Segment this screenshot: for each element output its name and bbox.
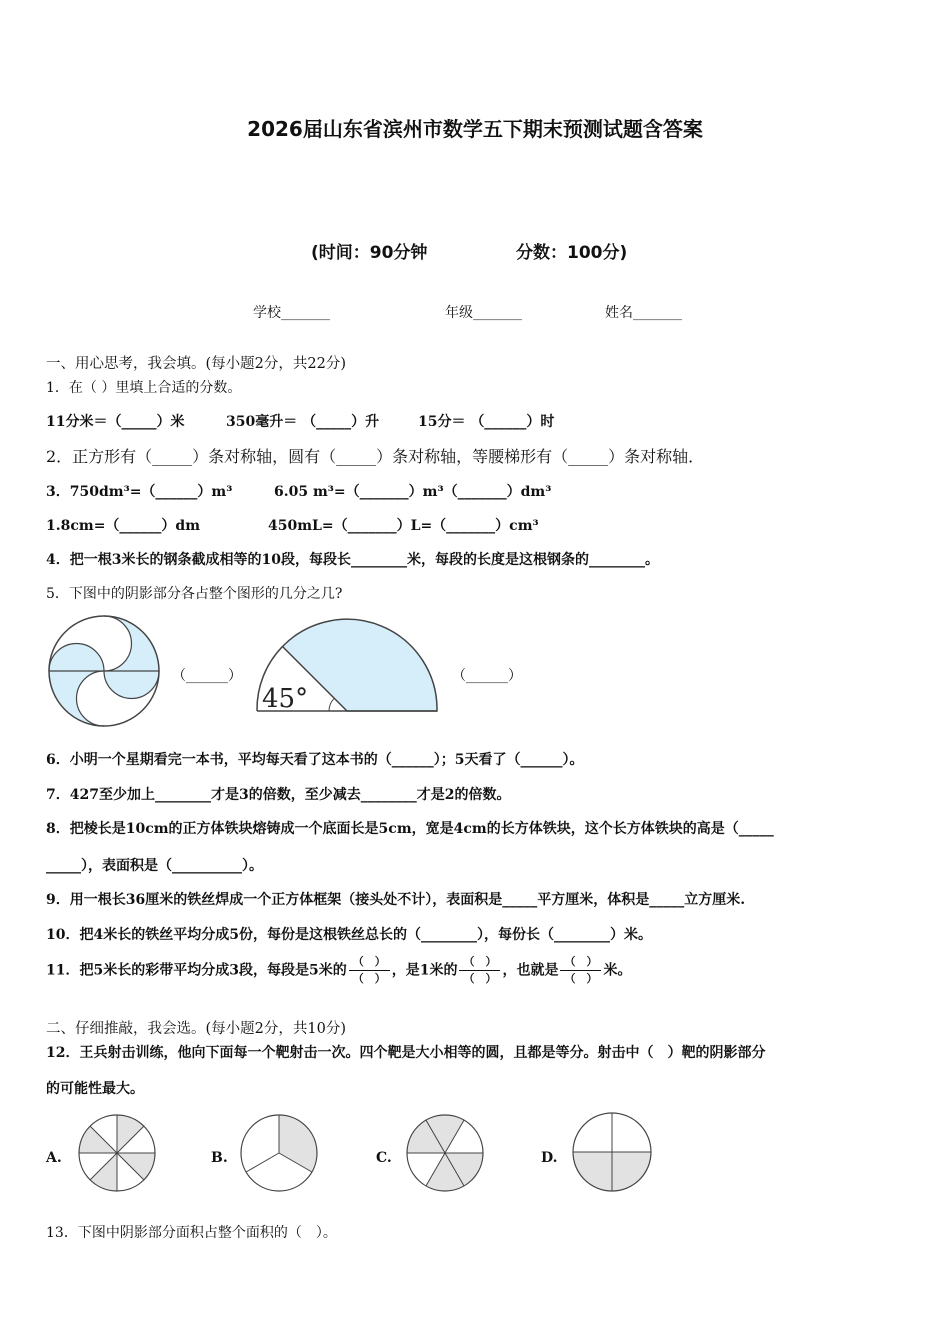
fraction-numerator: （ ） [459,954,500,971]
question-2: 2．正方形有（_____）条对称轴，圆有（_____）条对称轴，等腰梯形有（_____）条对称轴． [46,447,705,466]
section-2-heading: 二、仔细推敲，我会选。(每小题2分，共10分) [46,1021,346,1037]
fraction-numerator: （ ） [349,954,390,971]
question-5-blank-2[interactable]: （______） [452,668,522,684]
option-b-label[interactable]: B. [211,1150,228,1166]
question-11-text-1: 11．把5米长的彩带平均分成3段，每段是5米的 [46,962,347,979]
yin-yang-figure [48,615,160,727]
question-4: 4．把一根3米长的钢条截成相等的10段，每段长________米，每段的长度是这根钢条的________。 [46,552,659,568]
question-10: 10．把4米长的铁丝平均分成5份，每份是这根铁丝总长的（________），每份长（________）米。 [46,927,652,943]
section-1-heading: 一、用心思考，我会填。(每小题2分，共22分) [46,356,346,372]
question-11-text-2: ，是1米的 [391,962,458,979]
target-b[interactable] [240,1114,318,1192]
question-3-part-a: 3．750dm³=（______）m³ [46,484,233,500]
question-11-text-4: 米。 [603,962,632,979]
question-3-part-b: 6.05 m³=（_______）m³（_______）dm³ [274,484,552,500]
fraction-denominator: （ ） [564,972,598,985]
question-11 [46,954,631,987]
exam-score: 分数：100分) [516,243,628,263]
school-field[interactable]: 学校_______ [253,305,330,321]
option-d-label[interactable]: D. [541,1150,558,1166]
target-d[interactable] [572,1112,652,1192]
question-11-text-3: ，也就是 [502,962,559,979]
question-12-line-2: 的可能性最大。 [46,1081,144,1097]
question-5-blank-1[interactable]: （______） [172,668,242,684]
question-1-part-a: 11分米＝（_____）米 [46,414,185,430]
option-c-label[interactable]: C. [376,1150,392,1166]
question-1-part-c: 15分＝ （______）时 [418,414,555,430]
fraction-denominator: （ ） [352,972,386,985]
fraction-blank-1[interactable] [349,954,390,987]
target-c[interactable] [406,1114,484,1192]
question-7: 7．427至少加上________才是3的倍数，至少减去________才是2的倍数。 [46,787,511,803]
question-1: 1．在（ ）里填上合适的分数。 [46,380,242,396]
fraction-numerator: （ ） [560,954,601,971]
question-8-line-1: 8．把棱长是10cm的正方体铁块熔铸成一个底面长是5cm，宽是4cm的长方体铁块，这个长方体铁块的高是（_____ [46,821,774,837]
target-a[interactable] [78,1114,156,1192]
question-6: 6．小明一个星期看完一本书，平均每天看了这本书的（______）；5天看了（______）。 [46,752,584,768]
question-3-part-c: 1.8cm=（______）dm [46,518,201,534]
question-12-line-1: 12．王兵射击训练，他向下面每一个靶射击一次。四个靶是大小相等的圆，且都是等分。射击中（ ）靶的阴影部分 [46,1045,766,1061]
angle-label: 45° [262,684,309,714]
grade-field[interactable]: 年级_______ [445,305,522,321]
question-5: 5．下图中的阴影部分各占整个图形的几分之几? [46,586,343,602]
name-field[interactable]: 姓名_______ [605,305,682,321]
semicircle-figure [257,621,439,713]
fraction-denominator: （ ） [463,972,497,985]
question-3-part-d: 450mL=（_______）L=（_______）cm³ [268,518,539,534]
question-8-line-2: _____），表面积是（__________）。 [46,858,263,874]
page-title: 2026届山东省滨州市数学五下期末预测试题含答案 [247,117,703,141]
question-1-part-b: 350毫升＝ （_____）升 [226,414,380,430]
exam-time: (时间：90分钟 [311,243,428,263]
fraction-blank-3[interactable] [560,954,601,987]
question-13: 13．下图中阴影部分面积占整个面积的（ ）。 [46,1225,337,1241]
option-a-label[interactable]: A. [46,1150,62,1166]
fraction-blank-2[interactable] [459,954,500,987]
question-9: 9．用一根长36厘米的铁丝焊成一个正方体框架（接头处不计），表面积是_____平方厘米，体积是_____立方厘米. [46,892,746,908]
